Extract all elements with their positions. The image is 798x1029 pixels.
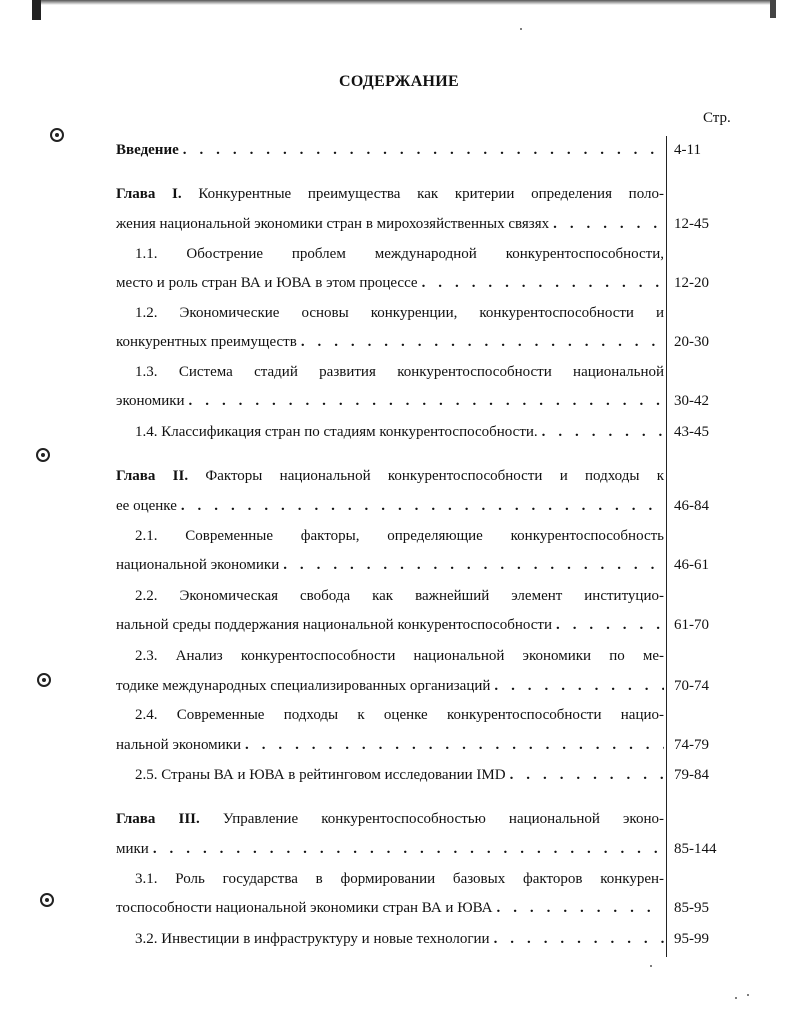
toc-page-number: 30-42 <box>674 393 709 409</box>
chapter-title-cont: жения национальной экономики стран в мирохозяйственных связях <box>116 216 550 232</box>
toc-chapter-1-line2 <box>116 213 664 235</box>
section-title-cont: тоспособности национальной экономики стран ВА и ЮВА <box>116 900 493 916</box>
punch-hole-icon <box>37 673 51 687</box>
leader-dots <box>179 139 664 161</box>
toc-page-number: 79-84 <box>674 767 709 783</box>
leader-dots <box>506 764 664 786</box>
scan-edge-left <box>32 0 41 20</box>
toc-chapter-3-line1 <box>116 808 664 830</box>
toc-page-number: 70-74 <box>674 678 709 694</box>
leader-dots <box>418 272 664 294</box>
toc-section-2-1-line1: 2.1. Современные факторы, определяющие конкурентоспособность <box>135 528 664 544</box>
toc-page-number: 46-84 <box>674 498 709 514</box>
toc-section-1-2-line1: 1.2. Экономические основы конкуренции, конкурентоспособности и <box>135 305 664 321</box>
section-title-cont: нальной экономики <box>116 737 241 753</box>
leader-dots <box>297 331 664 353</box>
toc-section-1-1-line1: 1.1. Обострение проблем международной конкурентоспособности, <box>135 246 664 262</box>
toc-page-number: 43-45 <box>674 424 709 440</box>
toc-section-2-4-line1: 2.4. Современные подходы к оценке конкурентоспособности нацио- <box>135 707 664 723</box>
section-title: 2.5. Страны ВА и ЮВА в рейтинговом исследовании IMD <box>135 767 506 783</box>
leader-dots <box>185 390 664 412</box>
chapter-prefix: Глава I. <box>116 186 182 202</box>
chapter-title: Конкурентные преимущества как критерии определения поло- <box>181 186 664 202</box>
scan-speck <box>650 965 652 967</box>
punch-hole-icon <box>40 893 54 907</box>
leader-dots <box>490 675 664 697</box>
section-title: 3.2. Инвестиции в инфраструктуру и новые технологии <box>135 931 490 947</box>
leader-dots <box>549 213 664 235</box>
toc-chapter-3-line2 <box>116 838 664 860</box>
leader-dots <box>149 838 664 860</box>
toc-section-1-3-line2 <box>116 390 664 412</box>
chapter-title: Факторы национальной конкурентоспособности и подходы к <box>188 468 664 484</box>
leader-dots <box>493 897 664 919</box>
toc-section-1-1-line2 <box>116 272 664 294</box>
section-title-cont: национальной экономики <box>116 557 280 573</box>
scan-speck <box>747 994 749 996</box>
chapter-prefix: Глава II. <box>116 468 189 484</box>
toc-section-3-2 <box>135 928 664 950</box>
section-title: 1.4. Классификация стран по стадиям конкурентоспособности. <box>135 424 538 440</box>
toc-section-1-2-line2 <box>116 331 664 353</box>
toc-page-number: 12-20 <box>674 275 709 291</box>
toc-chapter-2-line1 <box>116 465 664 487</box>
toc-chapter-1-line1 <box>116 183 664 205</box>
scan-speck <box>520 28 522 30</box>
toc-page-number: 95-99 <box>674 931 709 947</box>
section-title-cont: нальной среды поддержания национальной конкурентоспособности <box>116 617 552 633</box>
punch-hole-icon <box>36 448 50 462</box>
toc-entry-label: Введение <box>116 142 179 158</box>
scan-speck <box>735 997 737 999</box>
scan-edge-right <box>770 0 776 18</box>
toc-section-2-5 <box>135 764 664 786</box>
leader-dots <box>177 495 664 517</box>
section-title-cont: тодике международных специализированных организаций <box>116 678 491 694</box>
leader-dots <box>279 554 664 576</box>
toc-section-1-4 <box>135 421 664 443</box>
toc-section-2-2-line1: 2.2. Экономическая свобода как важнейший элемент институцио- <box>135 588 664 604</box>
leader-dots <box>552 614 664 636</box>
toc-page-number: 46-61 <box>674 557 709 573</box>
leader-dots <box>490 928 664 950</box>
toc-page-number: 20-30 <box>674 334 709 350</box>
leader-dots <box>538 421 664 443</box>
page-column-divider <box>666 136 667 957</box>
page-title: СОДЕРЖАНИЕ <box>338 73 460 90</box>
toc-section-2-1-line2 <box>116 554 664 576</box>
section-title-cont: конкурентных преимуществ <box>116 334 297 350</box>
toc-section-2-2-line2 <box>116 614 664 636</box>
chapter-prefix: Глава III. <box>116 811 200 827</box>
toc-page-number: 85-95 <box>674 900 709 916</box>
toc-section-3-1-line2 <box>116 897 664 919</box>
toc-entry-intro <box>116 139 664 161</box>
toc-chapter-2-line2 <box>116 495 664 517</box>
toc-page-number: 4-11 <box>674 142 701 158</box>
toc-page-number: 61-70 <box>674 617 709 633</box>
chapter-title: Управление конкурентоспособностью национальной эконо- <box>199 811 664 827</box>
section-title-cont: место и роль стран ВА и ЮВА в этом процессе <box>116 275 418 291</box>
toc-page-number: 12-45 <box>674 216 709 232</box>
chapter-title-cont: мики <box>116 841 149 857</box>
section-title-cont: экономики <box>116 393 185 409</box>
page-column-label: Стр. <box>703 110 731 126</box>
punch-hole-icon <box>50 128 64 142</box>
toc-section-2-3-line1: 2.3. Анализ конкурентоспособности национальной экономики по ме- <box>135 648 664 664</box>
toc-section-3-1-line1: 3.1. Роль государства в формировании базовых факторов конкурен- <box>135 871 664 887</box>
toc-page-number: 74-79 <box>674 737 709 753</box>
toc-section-1-3-line1: 1.3. Система стадий развития конкурентоспособности национальной <box>135 364 664 380</box>
toc-page-number: 85-144 <box>674 841 717 857</box>
chapter-title-cont: ее оценке <box>116 498 177 514</box>
scan-edge-top <box>40 0 770 5</box>
leader-dots <box>241 734 664 756</box>
toc-section-2-4-line2 <box>116 734 664 756</box>
toc-section-2-3-line2 <box>116 675 664 697</box>
